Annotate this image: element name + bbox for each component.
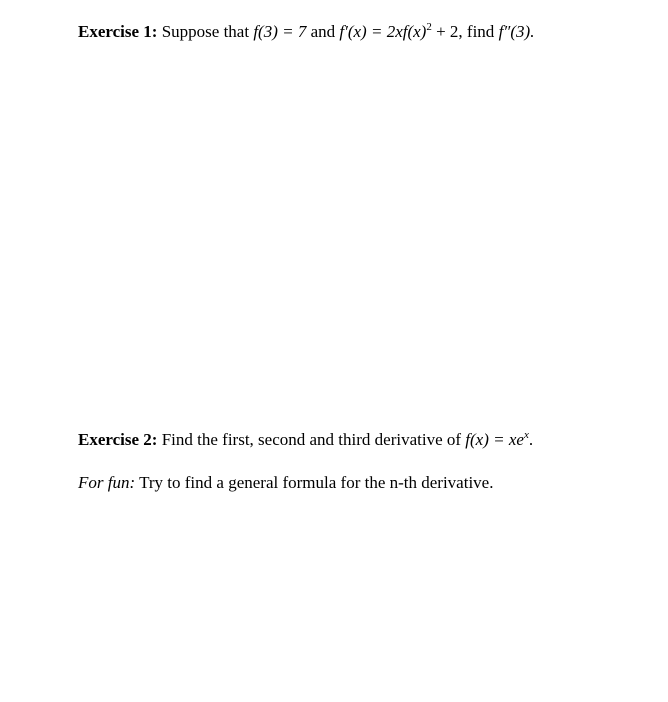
- exercise-1-derivative-equation: $f'(x) = 2xf(x)^2 + 2$,: [339, 21, 463, 41]
- exercise-1-find: find: [466, 22, 495, 41]
- exercise-2-label: Exercise 2:: [78, 430, 158, 449]
- exercise-1-text: Suppose that: [161, 22, 250, 41]
- for-fun-label: For fun:: [78, 473, 136, 492]
- exercise-1-label: Exercise 1:: [78, 22, 158, 41]
- exercise-2-function: $f(x) = xe^x$.: [465, 429, 534, 449]
- exercise-2: [78, 430, 533, 450]
- exercise-2-text: Find the first, second and third derivative of: [161, 430, 462, 449]
- exercise-1-given-value: f(3) = 7: [253, 22, 307, 41]
- exercise-1-target: f″(3).: [498, 22, 535, 41]
- for-fun: [78, 473, 493, 493]
- exercise-1-and: and: [310, 22, 336, 41]
- exercise-1: [78, 22, 534, 42]
- for-fun-text: Try to find a general formula for the n-th derivative.: [139, 473, 494, 492]
